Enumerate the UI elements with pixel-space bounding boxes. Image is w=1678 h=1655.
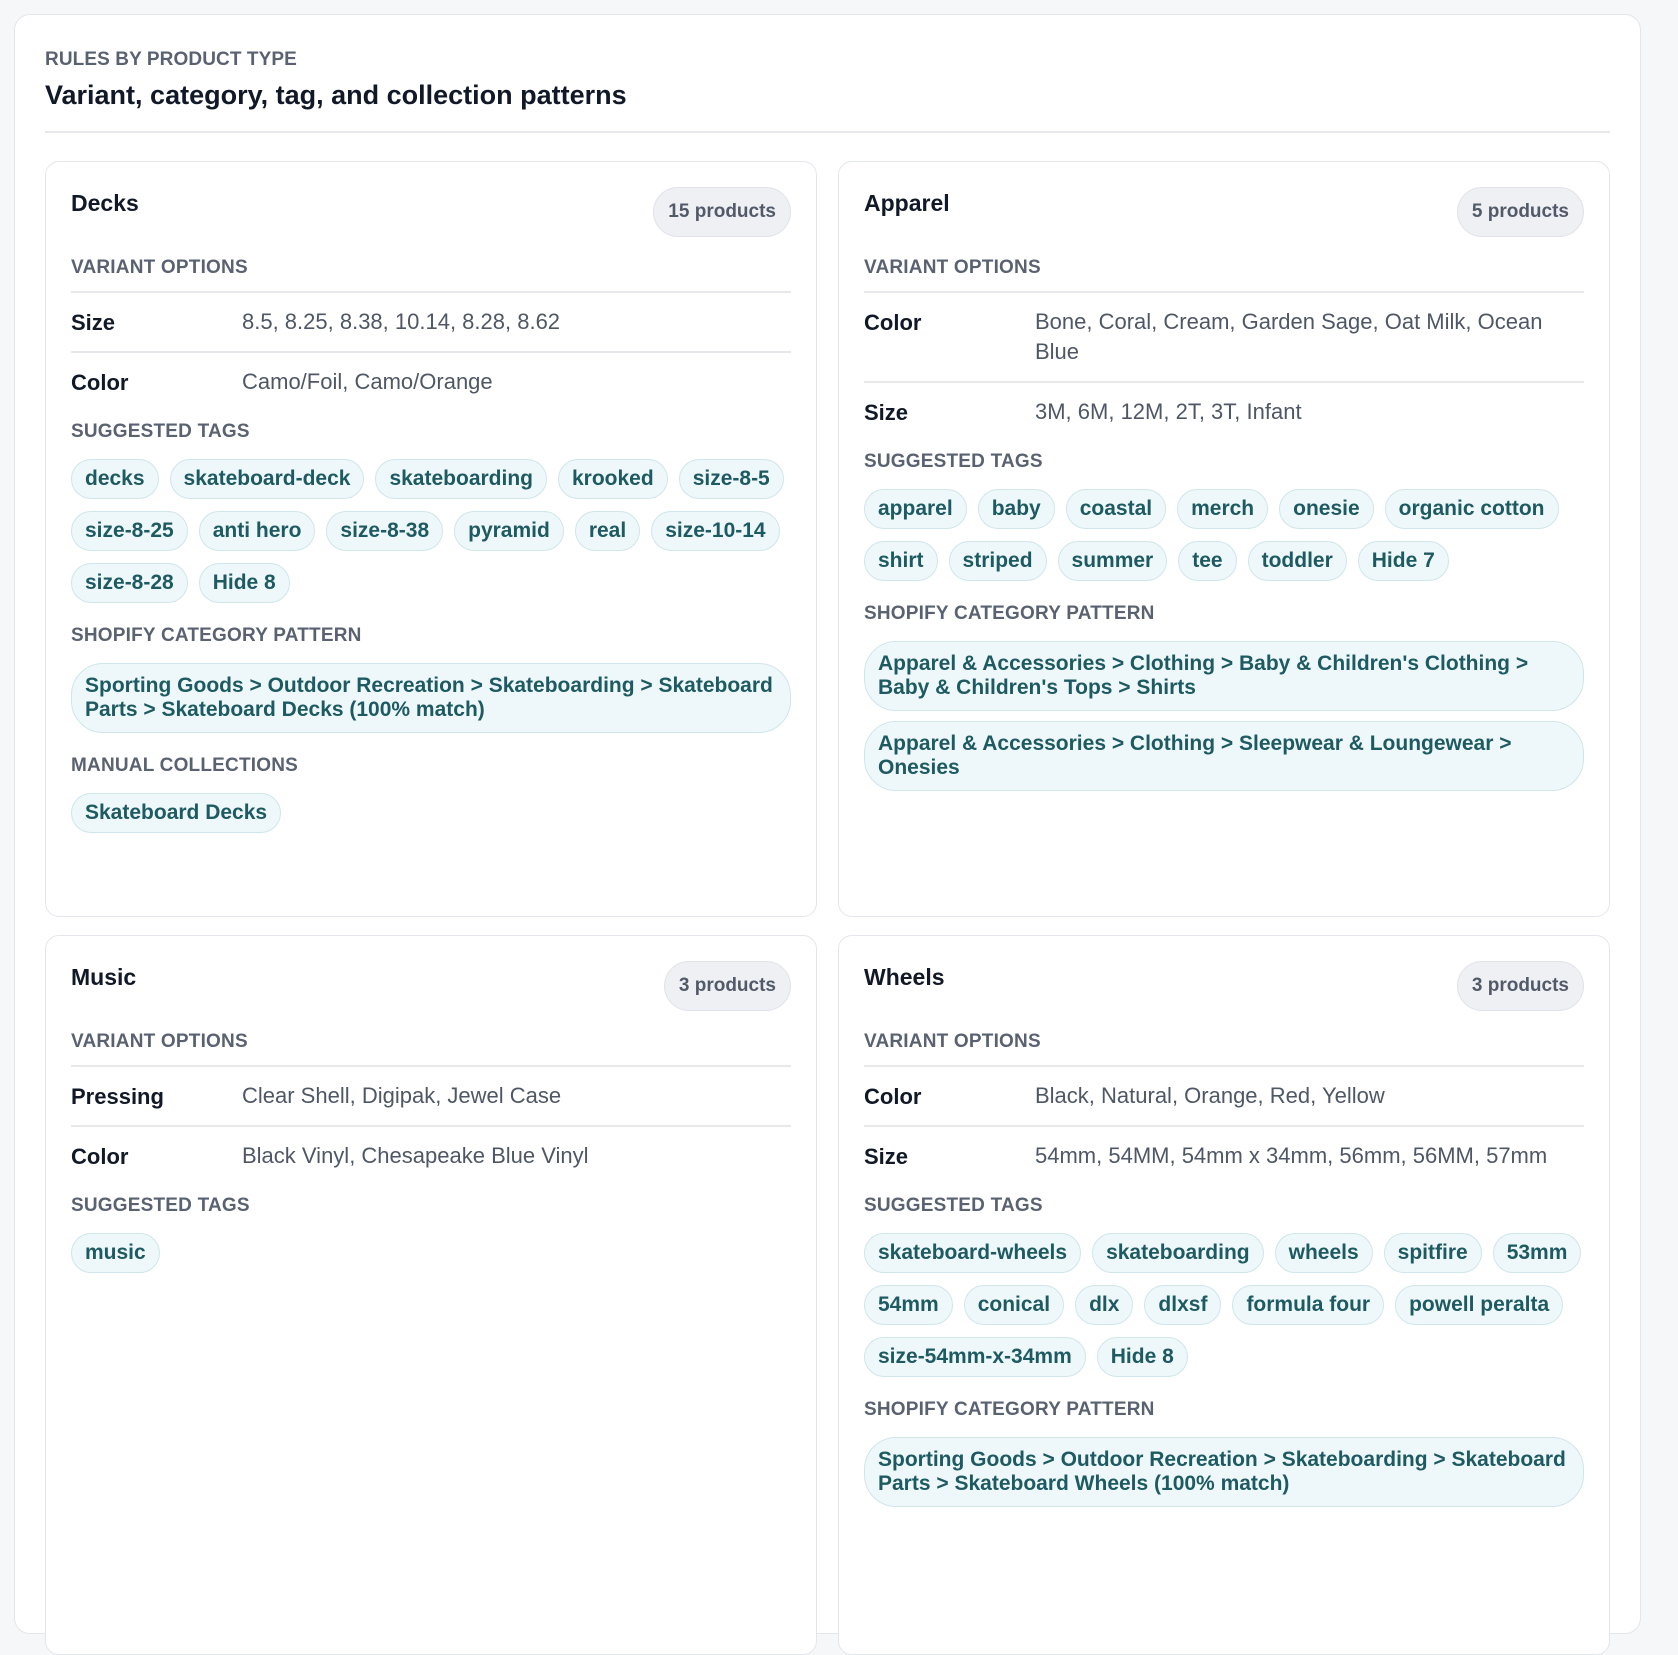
collection-list — [71, 793, 791, 833]
tag-chip[interactable]: summer — [1058, 541, 1168, 581]
product-type-card-wheels — [838, 935, 1610, 1655]
suggested-tags-label: SUGGESTED TAGS — [864, 1195, 1043, 1216]
hide-tags-toggle[interactable]: Hide 8 — [1097, 1337, 1188, 1377]
tag-chip[interactable]: size-8-38 — [326, 511, 443, 551]
category-pattern-label: SHOPIFY CATEGORY PATTERN — [864, 1399, 1155, 1420]
variant-options-table — [71, 1065, 791, 1185]
tag-chip[interactable]: 54mm — [864, 1285, 953, 1325]
tag-chip[interactable]: decks — [71, 459, 159, 499]
option-values: Bone, Coral, Cream, Garden Sage, Oat Milk, Ocean Blue — [1035, 309, 1543, 364]
option-name: Pressing — [71, 1084, 164, 1109]
variant-options-label: VARIANT OPTIONS — [71, 1031, 248, 1052]
tag-chip[interactable]: pyramid — [454, 511, 564, 551]
tag-chip[interactable]: wheels — [1275, 1233, 1373, 1273]
option-values: 8.5, 8.25, 8.38, 10.14, 8.28, 8.62 — [242, 309, 561, 334]
option-values: 54mm, 54MM, 54mm x 34mm, 56mm, 56MM, 57mm — [1035, 1143, 1548, 1168]
product-type-card-music — [45, 935, 817, 1655]
product-count-badge: 5 products — [1457, 187, 1584, 237]
variant-option-row — [864, 1127, 1584, 1185]
tag-chip[interactable]: spitfire — [1384, 1233, 1482, 1273]
category-pattern-chip: Sporting Goods > Outdoor Recreation > Skateboarding > Skateboard Parts > Skateboard Decks (100% match) — [71, 663, 791, 733]
variant-option-row — [71, 1067, 791, 1127]
tag-chip[interactable]: music — [71, 1233, 160, 1273]
variant-options-table — [864, 1065, 1584, 1185]
tag-chip[interactable]: skateboard-deck — [170, 459, 365, 499]
tag-chip[interactable]: coastal — [1066, 489, 1166, 529]
tag-list — [71, 459, 791, 603]
tag-chip[interactable]: powell peralta — [1395, 1285, 1563, 1325]
tag-chip[interactable]: shirt — [864, 541, 938, 581]
tag-chip[interactable]: 53mm — [1493, 1233, 1582, 1273]
tag-chip[interactable]: size-54mm-x-34mm — [864, 1337, 1086, 1377]
option-name: Color — [71, 1144, 129, 1169]
category-pattern-label: SHOPIFY CATEGORY PATTERN — [71, 625, 362, 646]
tag-chip[interactable]: krooked — [558, 459, 668, 499]
tag-chip[interactable]: size-8-28 — [71, 563, 188, 603]
variant-option-row — [71, 353, 791, 411]
product-count-badge: 3 products — [1457, 961, 1584, 1011]
rules-panel — [14, 14, 1641, 1634]
option-name: Size — [864, 400, 909, 425]
tag-list — [864, 489, 1584, 581]
variant-options-label: VARIANT OPTIONS — [864, 257, 1041, 278]
category-pattern-chip: Apparel & Accessories > Clothing > Baby & Children's Clothing > Baby & Children's Tops > Shirts — [864, 641, 1584, 711]
option-name: Color — [71, 370, 129, 395]
panel-header — [45, 49, 1610, 133]
product-count-badge: 15 products — [653, 187, 791, 237]
card-title: Wheels — [864, 964, 945, 990]
tag-chip[interactable]: dlxsf — [1144, 1285, 1221, 1325]
hide-tags-toggle[interactable]: Hide 7 — [1358, 541, 1449, 581]
tag-chip[interactable]: tee — [1178, 541, 1236, 581]
option-values: Clear Shell, Digipak, Jewel Case — [242, 1083, 562, 1108]
suggested-tags-label: SUGGESTED TAGS — [864, 451, 1043, 472]
card-title: Apparel — [864, 190, 950, 216]
variant-option-row — [71, 1127, 791, 1185]
tag-chip[interactable]: merch — [1177, 489, 1268, 529]
tag-chip[interactable]: size-8-25 — [71, 511, 188, 551]
variant-option-row — [71, 293, 791, 353]
option-values: 3M, 6M, 12M, 2T, 3T, Infant — [1035, 399, 1302, 424]
category-pattern-chip: Sporting Goods > Outdoor Recreation > Skateboarding > Skateboard Parts > Skateboard Wheels (100% match) — [864, 1437, 1584, 1507]
suggested-tags-label: SUGGESTED TAGS — [71, 1195, 250, 1216]
tag-list — [864, 1233, 1584, 1377]
option-name: Color — [864, 310, 922, 335]
option-values: Black Vinyl, Chesapeake Blue Vinyl — [242, 1143, 589, 1168]
tag-chip[interactable]: conical — [964, 1285, 1064, 1325]
tag-chip[interactable]: striped — [949, 541, 1047, 581]
variant-option-row — [864, 383, 1584, 441]
variant-options-table — [864, 291, 1584, 441]
tag-chip[interactable]: skateboard-wheels — [864, 1233, 1081, 1273]
tag-chip[interactable]: skateboarding — [375, 459, 547, 499]
tag-chip[interactable]: real — [575, 511, 640, 551]
card-title: Music — [71, 964, 137, 990]
variant-options-label: VARIANT OPTIONS — [71, 257, 248, 278]
tag-chip[interactable]: onesie — [1279, 489, 1374, 529]
card-title: Decks — [71, 190, 139, 216]
tag-chip[interactable]: dlx — [1075, 1285, 1133, 1325]
tag-chip[interactable]: toddler — [1248, 541, 1347, 581]
option-name: Color — [864, 1084, 922, 1109]
variant-options-table — [71, 291, 791, 411]
tag-chip[interactable]: organic cotton — [1385, 489, 1559, 529]
option-name: Size — [71, 310, 116, 335]
collection-chip[interactable]: Skateboard Decks — [71, 793, 281, 833]
tag-chip[interactable]: size-10-14 — [651, 511, 779, 551]
option-name: Size — [864, 1144, 909, 1169]
hide-tags-toggle[interactable]: Hide 8 — [199, 563, 290, 603]
tag-chip[interactable]: skateboarding — [1092, 1233, 1264, 1273]
suggested-tags-label: SUGGESTED TAGS — [71, 421, 250, 442]
option-values: Black, Natural, Orange, Red, Yellow — [1035, 1083, 1385, 1108]
product-count-badge: 3 products — [664, 961, 791, 1011]
product-type-card-apparel — [838, 161, 1610, 917]
panel-eyebrow: RULES BY PRODUCT TYPE — [45, 49, 297, 70]
category-pattern-label: SHOPIFY CATEGORY PATTERN — [864, 603, 1155, 624]
product-type-card-decks — [45, 161, 817, 917]
tag-chip[interactable]: apparel — [864, 489, 967, 529]
manual-collections-label: MANUAL COLLECTIONS — [71, 755, 299, 776]
category-pattern-chip: Apparel & Accessories > Clothing > Sleepwear & Loungewear > Onesies — [864, 721, 1584, 791]
panel-title: Variant, category, tag, and collection patterns — [45, 80, 627, 110]
tag-chip[interactable]: anti hero — [199, 511, 316, 551]
option-values: Camo/Foil, Camo/Orange — [242, 369, 493, 394]
tag-chip[interactable]: baby — [978, 489, 1055, 529]
tag-list — [71, 1233, 791, 1273]
variant-option-row — [864, 1067, 1584, 1127]
variant-option-row — [864, 293, 1584, 383]
tag-chip[interactable]: formula four — [1232, 1285, 1384, 1325]
variant-options-label: VARIANT OPTIONS — [864, 1031, 1041, 1052]
tag-chip[interactable]: size-8-5 — [679, 459, 784, 499]
